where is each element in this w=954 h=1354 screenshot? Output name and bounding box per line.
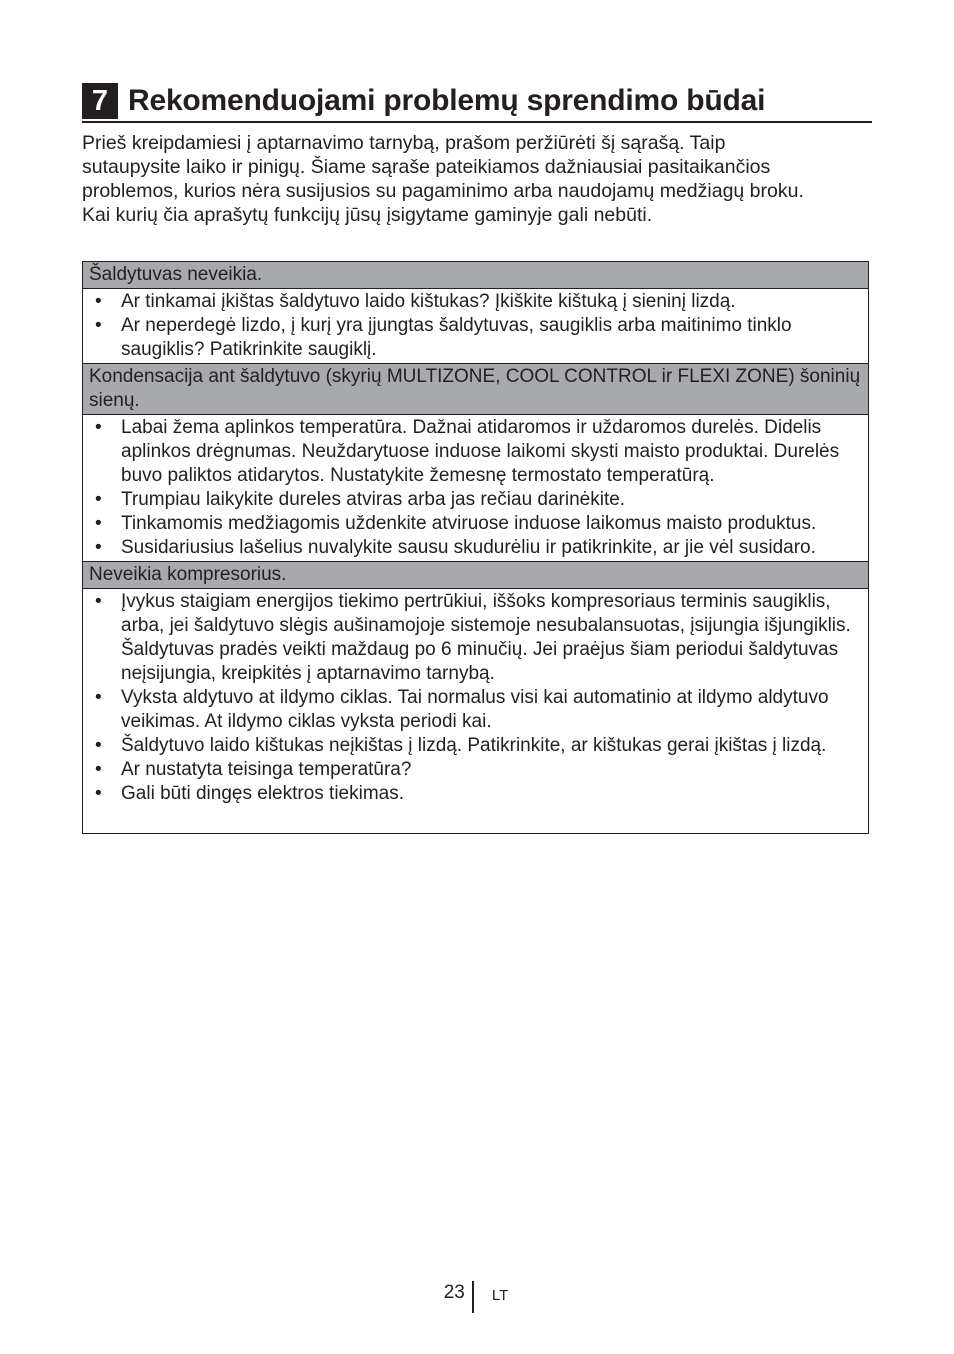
problem-title: Neveikia kompresorius. (83, 562, 869, 589)
solution-item: • Šaldytuvo laido kištukas neįkištas į lizdą. Patikrinkite, ar kištukas gerai įkištas į lizdą. (89, 734, 862, 758)
solution-item: • Ar nustatyta teisinga temperatūra? (89, 758, 862, 782)
solution-item: • Tinkamomis medžiagomis uždenkite atviruose induose laikomus maisto produktus. (89, 512, 862, 536)
solution-item: • Trumpiau laikykite dureles atviras arba jas rečiau darinėkite. (89, 488, 862, 512)
problem-solutions-row (83, 415, 869, 562)
solution-item: • Labai žema aplinkos temperatūra. Dažnai atidaromos ir uždaromos durelės. Didelis aplinkos drėgnumas. Neuždarytuose induose laikomi skysti maisto produktai. Durelės buvo paliktos atidarytos. Nustatykite žemesnę termostato temperatūrą. (89, 416, 862, 488)
solutions-cell (83, 289, 869, 364)
troubleshooting-table (82, 261, 869, 834)
solution-item: • Susidariusius lašelius nuvalykite sausu skudurėliu ir patikrinkite, ar jie vėl susidaro. (89, 536, 862, 560)
solution-item: • Ar tinkamai įkištas šaldytuvo laido kištukas? Įkiškite kištuką į sieninį lizdą. (89, 290, 862, 314)
section-title: Rekomenduojami problemų sprendimo būdai (128, 84, 766, 117)
section-heading (82, 81, 872, 123)
problem-solutions-row (83, 589, 869, 834)
solution-list (89, 416, 862, 560)
solution-list (89, 290, 862, 362)
solution-list (89, 590, 862, 806)
intro-paragraph: Prieš kreipdamiesi į aptarnavimo tarnybą, prašom peržiūrėti šį sąrašą. Taip sutaupysite laiko ir pinigų. Šiame sąraše pateikiamos dažniausiai pasitaikančios problemos, kurios nėra susijusios su pagaminimo arba naudojamų medžiagų broku. Kai kurių čia aprašytų funkcijų jūsų įsigytame gaminyje gali nebūti. (82, 132, 804, 226)
problem-header-row (83, 562, 869, 589)
page-number: 23 (443, 1282, 465, 1303)
problem-solutions-row (83, 289, 869, 364)
solutions-cell (83, 415, 869, 562)
problem-header-row (83, 262, 869, 289)
footer-divider (472, 1281, 474, 1313)
problem-title: Šaldytuvas neveikia. (83, 262, 869, 289)
solution-item: • Vyksta aldytuvo at ildymo ciklas. Tai normalus visi kai automatinio at ildymo aldytuvo veikimas. At ildymo ciklas vyksta periodi kai. (89, 686, 862, 734)
problem-header-row (83, 364, 869, 415)
solution-item: • Įvykus staigiam energijos tiekimo pertrūkiui, iššoks kompresoriaus terminis saugiklis, arba, jei šaldytuvo slėgis aušinamojoje sistemoje nesubalansuotas, įsijungia išjungiklis. Šaldytuvas pradės veikti maždaug po 6 minučių. Jei praėjus šiam periodui šaldytuvas neįsijungia, kreipkitės į aptarnavimo tarnybą. (89, 590, 862, 686)
page-footer (0, 1281, 954, 1313)
problem-title: Kondensacija ant šaldytuvo (skyrių MULTIZONE, COOL CONTROL ir FLEXI ZONE) šoninių sienų. (83, 364, 869, 415)
solutions-cell (83, 589, 869, 834)
solution-item: • Gali būti dingęs elektros tiekimas. (89, 782, 862, 806)
section-number: 7 (82, 83, 118, 119)
solution-item: • Ar neperdegė lizdo, į kurį yra įjungtas šaldytuvas, saugiklis arba maitinimo tinklo saugiklis? Patikrinkite saugiklį. (89, 314, 862, 362)
language-code: LT (491, 1287, 509, 1304)
